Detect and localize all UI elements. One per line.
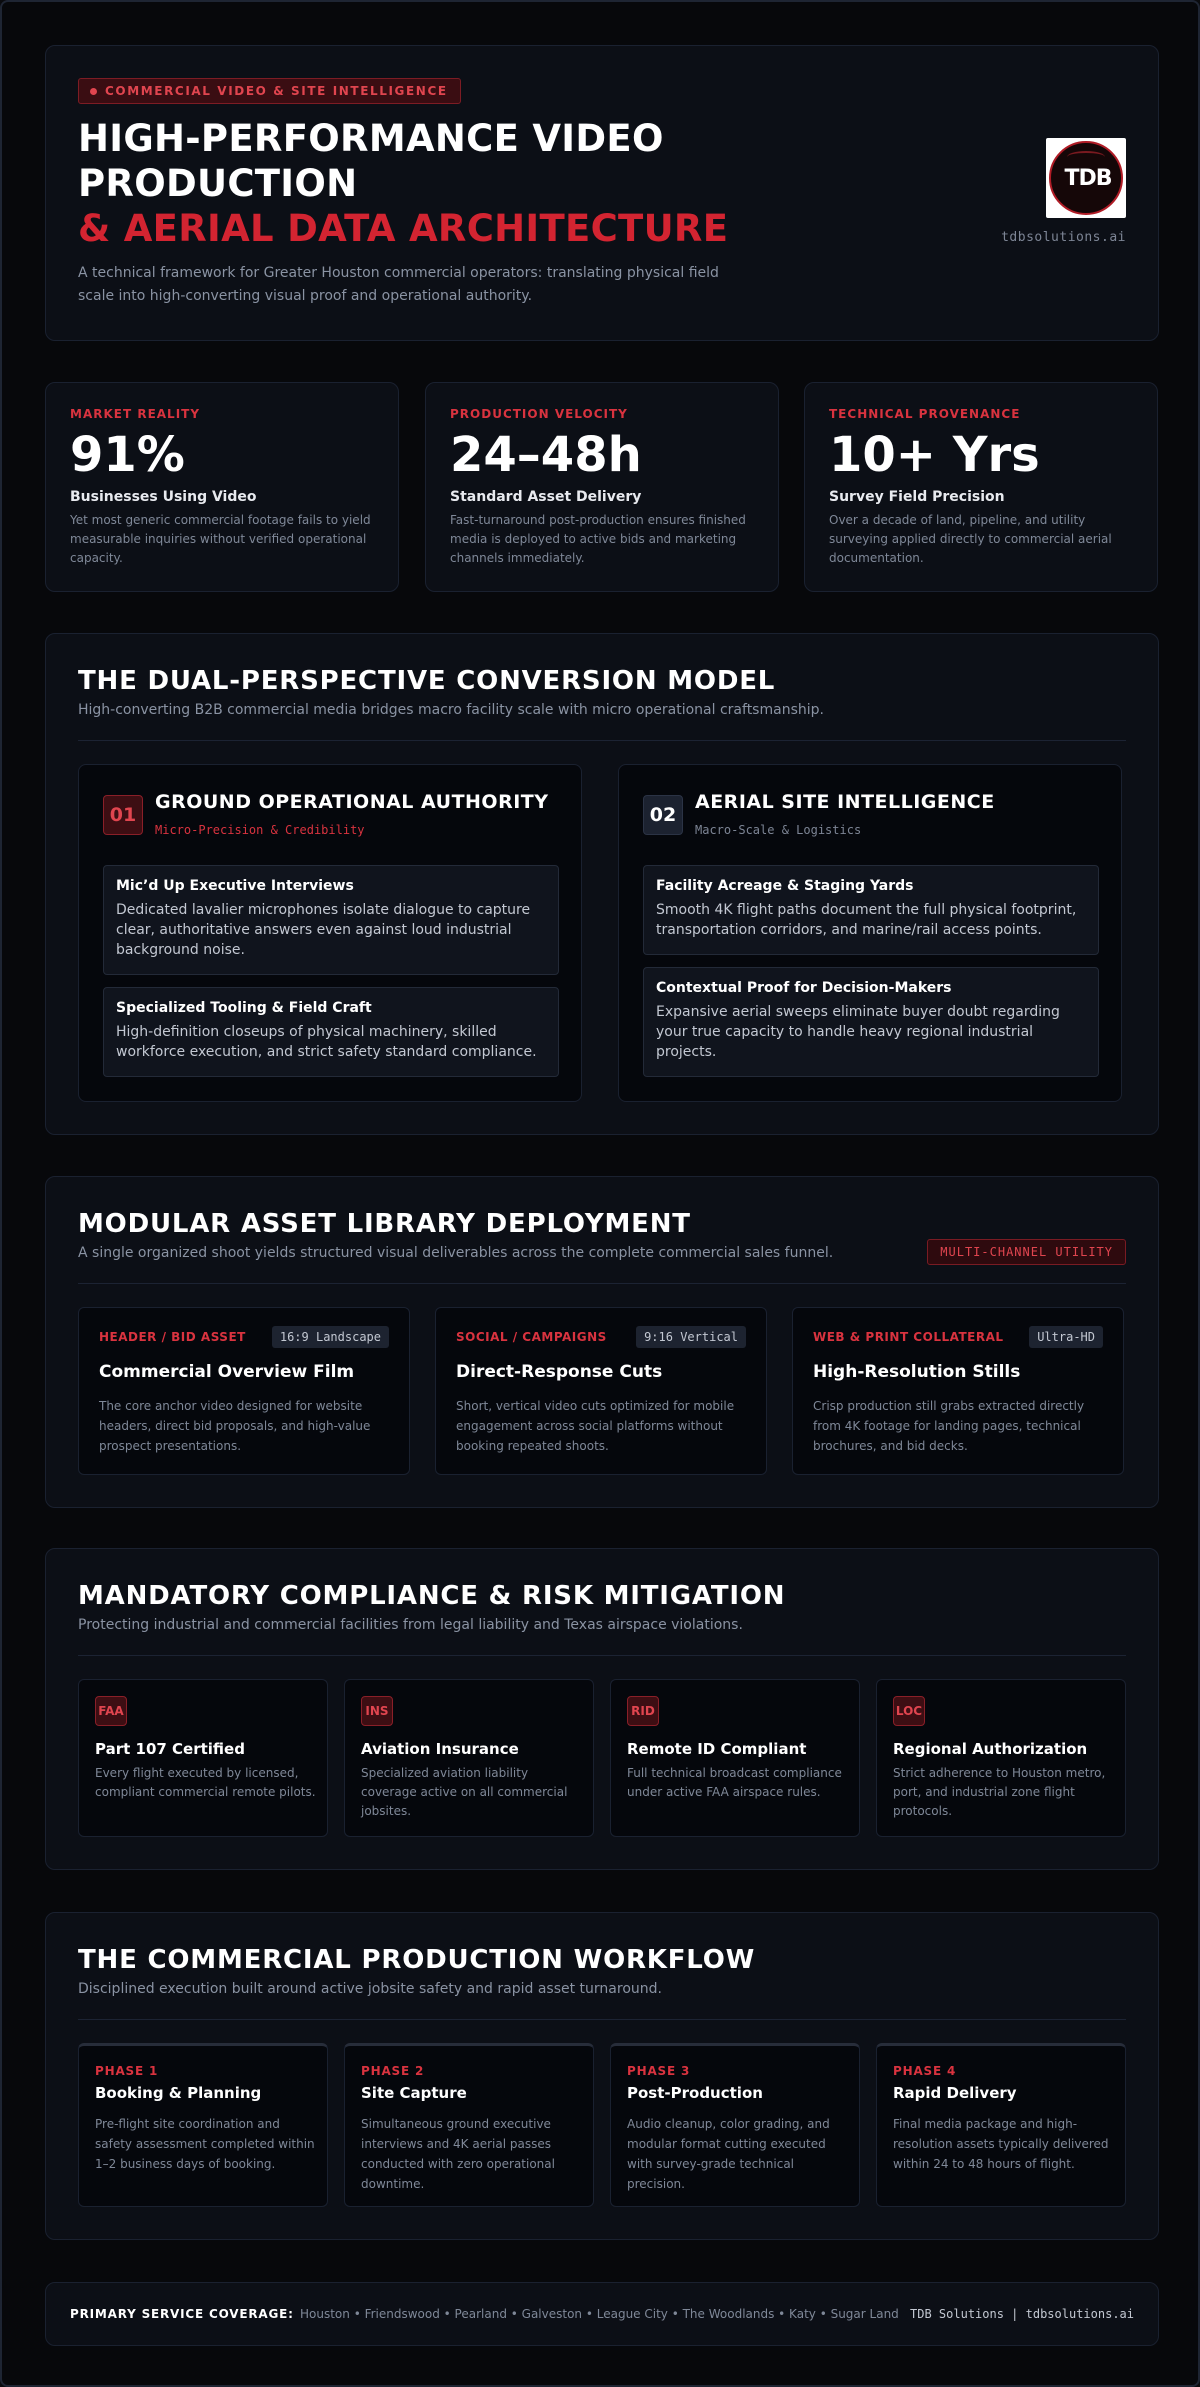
logo-drone-emblem-icon [1049, 141, 1123, 215]
multi-channel-badge: MULTI-CHANNEL UTILITY [927, 1239, 1126, 1265]
asset-card [78, 1307, 410, 1475]
hero-title-line1: HIGH-PERFORMANCE VIDEO [78, 117, 664, 160]
asset-title: Commercial Overview Film [99, 1362, 355, 1382]
stat-description: Fast-turnaround post-production ensures finished media is deployed to active bids and marketing channels immediately. [450, 513, 746, 565]
compliance-description: Full technical broadcast compliance under active FAA airspace rules. [627, 1766, 842, 1799]
format-tag: 9:16 Vertical [636, 1326, 746, 1348]
stat-description: Over a decade of land, pipeline, and utility surveying applied directly to commercial aerial documentation. [829, 513, 1112, 565]
stat-value: 10+ Yrs [829, 427, 1040, 483]
feature-description: Dedicated lavalier microphones isolate dialogue to capture clear, authoritative answers even against loud industrial background noise. [116, 902, 531, 958]
compliance-description: Every flight executed by licensed, compliant commercial remote pilots. [95, 1766, 316, 1799]
hero-panel [45, 45, 1159, 341]
compliance-code-badge: INS [361, 1696, 393, 1726]
phase-title: Site Capture [361, 2084, 467, 2102]
phase-description: Pre-flight site coordination and safety assessment completed within 1–2 business days of booking. [95, 2117, 315, 2171]
stat-description: Yet most generic commercial footage fails to yield measurable inquiries without verified operational capacity. [70, 513, 371, 565]
stat-label: Survey Field Precision [829, 489, 1005, 505]
column-title: GROUND OPERATIONAL AUTHORITY [155, 791, 549, 813]
divider [78, 2019, 1126, 2020]
workflow-phase-card [344, 2043, 594, 2207]
feature-item [103, 987, 559, 1077]
column-title: AERIAL SITE INTELLIGENCE [695, 791, 995, 813]
compliance-title: Aviation Insurance [361, 1740, 519, 1758]
feature-description: Smooth 4K flight paths document the full physical footprint, transportation corridors, and marine/rail access points. [656, 902, 1077, 938]
asset-kicker: HEADER / BID ASSET [99, 1330, 246, 1344]
compliance-code-badge: RID [627, 1696, 659, 1726]
compliance-panel [45, 1548, 1159, 1870]
divider [78, 1655, 1126, 1656]
stat-card-market [45, 382, 399, 592]
column-number-badge: 02 [643, 795, 683, 835]
compliance-card [344, 1679, 594, 1837]
compliance-title: Regional Authorization [893, 1740, 1088, 1758]
compliance-card [610, 1679, 860, 1837]
divider [78, 740, 1126, 741]
stat-kicker: MARKET REALITY [70, 407, 201, 421]
ground-authority-column [78, 764, 582, 1102]
section-title: THE DUAL-PERSPECTIVE CONVERSION MODEL [78, 666, 776, 696]
compliance-card [876, 1679, 1126, 1837]
phase-description: Audio cleanup, color grading, and modular format cutting executed with survey-grade technical precision. [627, 2117, 830, 2191]
compliance-description: Strict adherence to Houston metro, port, and industrial zone flight protocols. [893, 1766, 1106, 1818]
section-subtitle: Protecting industrial and commercial facilities from legal liability and Texas airspace violations. [78, 1617, 743, 1633]
footer-brand: TDB Solutions | tdbsolutions.ai [910, 2307, 1134, 2321]
feature-item [643, 967, 1099, 1077]
column-number-badge: 01 [103, 795, 143, 835]
compliance-code-badge: LOC [893, 1696, 925, 1726]
coverage-label: PRIMARY SERVICE COVERAGE: [70, 2307, 294, 2321]
hero-title [78, 116, 798, 251]
section-subtitle: A single organized shoot yields structured visual deliverables across the complete commercial sales funnel. [78, 1245, 834, 1261]
stat-kicker: PRODUCTION VELOCITY [450, 407, 628, 421]
workflow-phase-card [876, 2043, 1126, 2207]
stat-value: 91% [70, 427, 185, 483]
category-badge [78, 78, 461, 104]
section-title: MANDATORY COMPLIANCE & RISK MITIGATION [78, 1581, 786, 1611]
format-tag: 16:9 Landscape [272, 1326, 389, 1348]
badge-dot-icon [90, 88, 97, 95]
phase-description: Final media package and high-resolution assets typically delivered within 24 to 48 hours of flight. [893, 2117, 1109, 2171]
feature-title: Facility Acreage & Staging Yards [656, 878, 914, 894]
brand-domain: tdbsolutions.ai [1001, 230, 1126, 245]
section-title: THE COMMERCIAL PRODUCTION WORKFLOW [78, 1945, 756, 1975]
feature-description: Expansive aerial sweeps eliminate buyer doubt regarding your true capacity to handle heavy regional industrial projects. [656, 1004, 1060, 1060]
stat-label: Businesses Using Video [70, 489, 257, 505]
asset-description: The core anchor video designed for website headers, direct bid proposals, and high-value prospect presentations. [99, 1399, 371, 1453]
phase-description: Simultaneous ground executive interviews and 4K aerial passes conducted with zero operational downtime. [361, 2117, 555, 2191]
tdb-logo [1046, 138, 1126, 218]
format-tag: Ultra-HD [1029, 1326, 1103, 1348]
stat-label: Standard Asset Delivery [450, 489, 642, 505]
hero-description: A technical framework for Greater Houston commercial operators: translating physical field scale into high-converting visual proof and operational authority. [78, 265, 719, 304]
phase-label: PHASE 3 [627, 2064, 691, 2078]
feature-description: High-definition closeups of physical machinery, skilled workforce execution, and strict safety standard compliance. [116, 1024, 537, 1060]
asset-card [435, 1307, 767, 1475]
workflow-panel [45, 1912, 1159, 2240]
compliance-title: Remote ID Compliant [627, 1740, 807, 1758]
stat-kicker: TECHNICAL PROVENANCE [829, 407, 1021, 421]
stat-card-provenance [804, 382, 1158, 592]
column-subtitle: Micro-Precision & Credibility [155, 823, 365, 837]
asset-description: Short, vertical video cuts optimized for mobile engagement across social platforms without booking repeated shoots. [456, 1399, 735, 1453]
feature-title: Mic’d Up Executive Interviews [116, 878, 354, 894]
feature-item [103, 865, 559, 975]
phase-title: Post-Production [627, 2084, 763, 2102]
hero-title-line2: PRODUCTION [78, 162, 358, 205]
stat-card-velocity [425, 382, 779, 592]
divider [78, 1283, 1126, 1284]
compliance-title: Part 107 Certified [95, 1740, 245, 1758]
compliance-description: Specialized aviation liability coverage active on all commercial jobsites. [361, 1766, 568, 1818]
workflow-phase-card [78, 2043, 328, 2207]
dual-model-panel [45, 633, 1159, 1135]
workflow-phase-card [610, 2043, 860, 2207]
phase-label: PHASE 2 [361, 2064, 425, 2078]
hero-title-accent: & AERIAL DATA ARCHITECTURE [78, 207, 729, 250]
asset-title: Direct-Response Cuts [456, 1362, 663, 1382]
section-title: MODULAR ASSET LIBRARY DEPLOYMENT [78, 1209, 691, 1239]
compliance-card [78, 1679, 328, 1837]
phase-title: Rapid Delivery [893, 2084, 1017, 2102]
phase-label: PHASE 4 [893, 2064, 957, 2078]
asset-card [792, 1307, 1124, 1475]
aerial-intelligence-column [618, 764, 1122, 1102]
section-subtitle: Disciplined execution built around active jobsite safety and rapid asset turnaround. [78, 1981, 662, 1997]
coverage-footer [45, 2282, 1159, 2346]
phase-title: Booking & Planning [95, 2084, 262, 2102]
compliance-code-badge: FAA [95, 1696, 127, 1726]
feature-title: Specialized Tooling & Field Craft [116, 1000, 372, 1016]
section-subtitle: High-converting B2B commercial media bridges macro facility scale with micro operational craftsmanship. [78, 702, 824, 718]
coverage-cities: Houston • Friendswood • Pearland • Galveston • League City • The Woodlands • Katy • Sugar Land [300, 2307, 899, 2321]
feature-item [643, 865, 1099, 955]
column-subtitle: Macro-Scale & Logistics [695, 823, 862, 837]
asset-title: High-Resolution Stills [813, 1362, 1021, 1382]
asset-library-panel [45, 1176, 1159, 1508]
badge-label: COMMERCIAL VIDEO & SITE INTELLIGENCE [105, 84, 448, 98]
asset-description: Crisp production still grabs extracted directly from 4K footage for landing pages, technical brochures, and bid decks. [813, 1399, 1085, 1453]
asset-kicker: SOCIAL / CAMPAIGNS [456, 1330, 607, 1344]
logo-text: TDB [1064, 166, 1112, 191]
stat-value: 24–48h [450, 427, 642, 483]
feature-title: Contextual Proof for Decision-Makers [656, 980, 952, 996]
asset-kicker: WEB & PRINT COLLATERAL [813, 1330, 1004, 1344]
phase-label: PHASE 1 [95, 2064, 159, 2078]
